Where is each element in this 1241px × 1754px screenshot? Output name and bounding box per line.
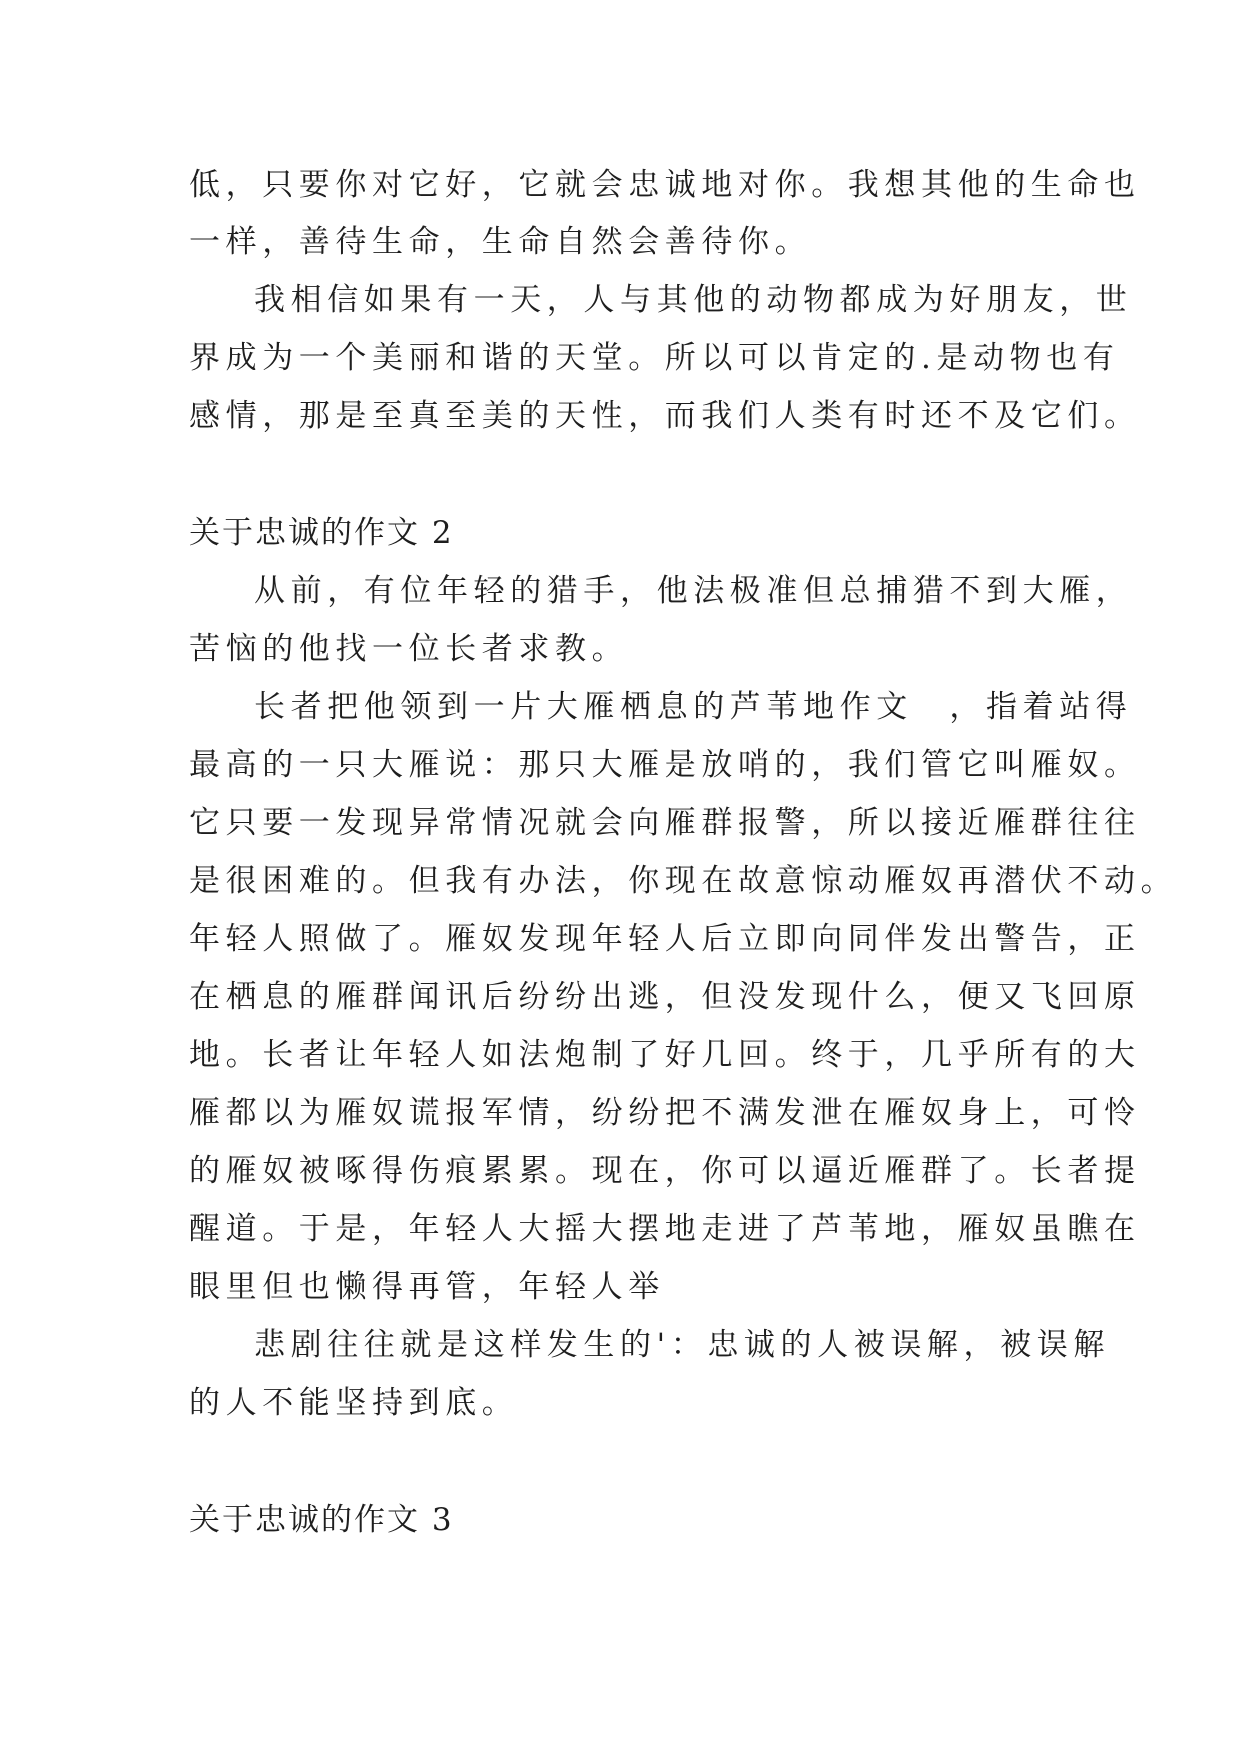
section-heading-2: 关于忠诚的作文 2 bbox=[189, 515, 454, 551]
text-line: 界成为一个美丽和谐的天堂。所以可以肯定的.是动物也有 bbox=[189, 340, 1120, 376]
text-line: 是很困难的。但我有办法，你现在故意惊动雁奴再潜伏不动。 bbox=[189, 863, 1178, 899]
text-line: 它只要一发现异常情况就会向雁群报警，所以接近雁群往往 bbox=[189, 805, 1141, 841]
text-line: 苦恼的他找一位长者求教。 bbox=[189, 631, 629, 667]
section-heading-3: 关于忠诚的作文 3 bbox=[189, 1502, 454, 1538]
text-line: 年轻人照做了。雁奴发现年轻人后立即向同伴发出警告，正 bbox=[189, 921, 1141, 957]
paragraph-first-line: 悲剧往往就是这样发生的'：忠诚的人被误解，被误解 bbox=[254, 1327, 1110, 1363]
paragraph-first-line: 我相信如果有一天，人与其他的动物都成为好朋友，世 bbox=[254, 282, 1133, 318]
paragraph-first-line: 从前，有位年轻的猎手，他法极准但总捕猎不到大雁， bbox=[254, 573, 1133, 609]
text-line: 低，只要你对它好，它就会忠诚地对你。我想其他的生命也 bbox=[189, 167, 1141, 203]
text-line: 的雁奴被啄得伤痕累累。现在，你可以逼近雁群了。长者提 bbox=[189, 1153, 1141, 1189]
paragraph-first-line: 长者把他领到一片大雁栖息的芦苇地作文 ，指着站得 bbox=[254, 689, 1133, 725]
text-line: 雁都以为雁奴谎报军情，纷纷把不满发泄在雁奴身上，可怜 bbox=[189, 1095, 1141, 1131]
text-line: 的人不能坚持到底。 bbox=[189, 1385, 519, 1421]
text-line: 一样，善待生命，生命自然会善待你。 bbox=[189, 224, 812, 260]
text-line: 地。长者让年轻人如法炮制了好几回。终于，几乎所有的大 bbox=[189, 1037, 1141, 1073]
text-line: 醒道。于是，年轻人大摇大摆地走进了芦苇地，雁奴虽瞧在 bbox=[189, 1211, 1141, 1247]
text-line: 在栖息的雁群闻讯后纷纷出逃，但没发现什么，便又飞回原 bbox=[189, 979, 1141, 1015]
text-line: 感情，那是至真至美的天性，而我们人类有时还不及它们。 bbox=[189, 398, 1141, 434]
text-line: 最高的一只大雁说：那只大雁是放哨的，我们管它叫雁奴。 bbox=[189, 747, 1141, 783]
text-line: 眼里但也懒得再管，年轻人举 bbox=[189, 1269, 665, 1305]
